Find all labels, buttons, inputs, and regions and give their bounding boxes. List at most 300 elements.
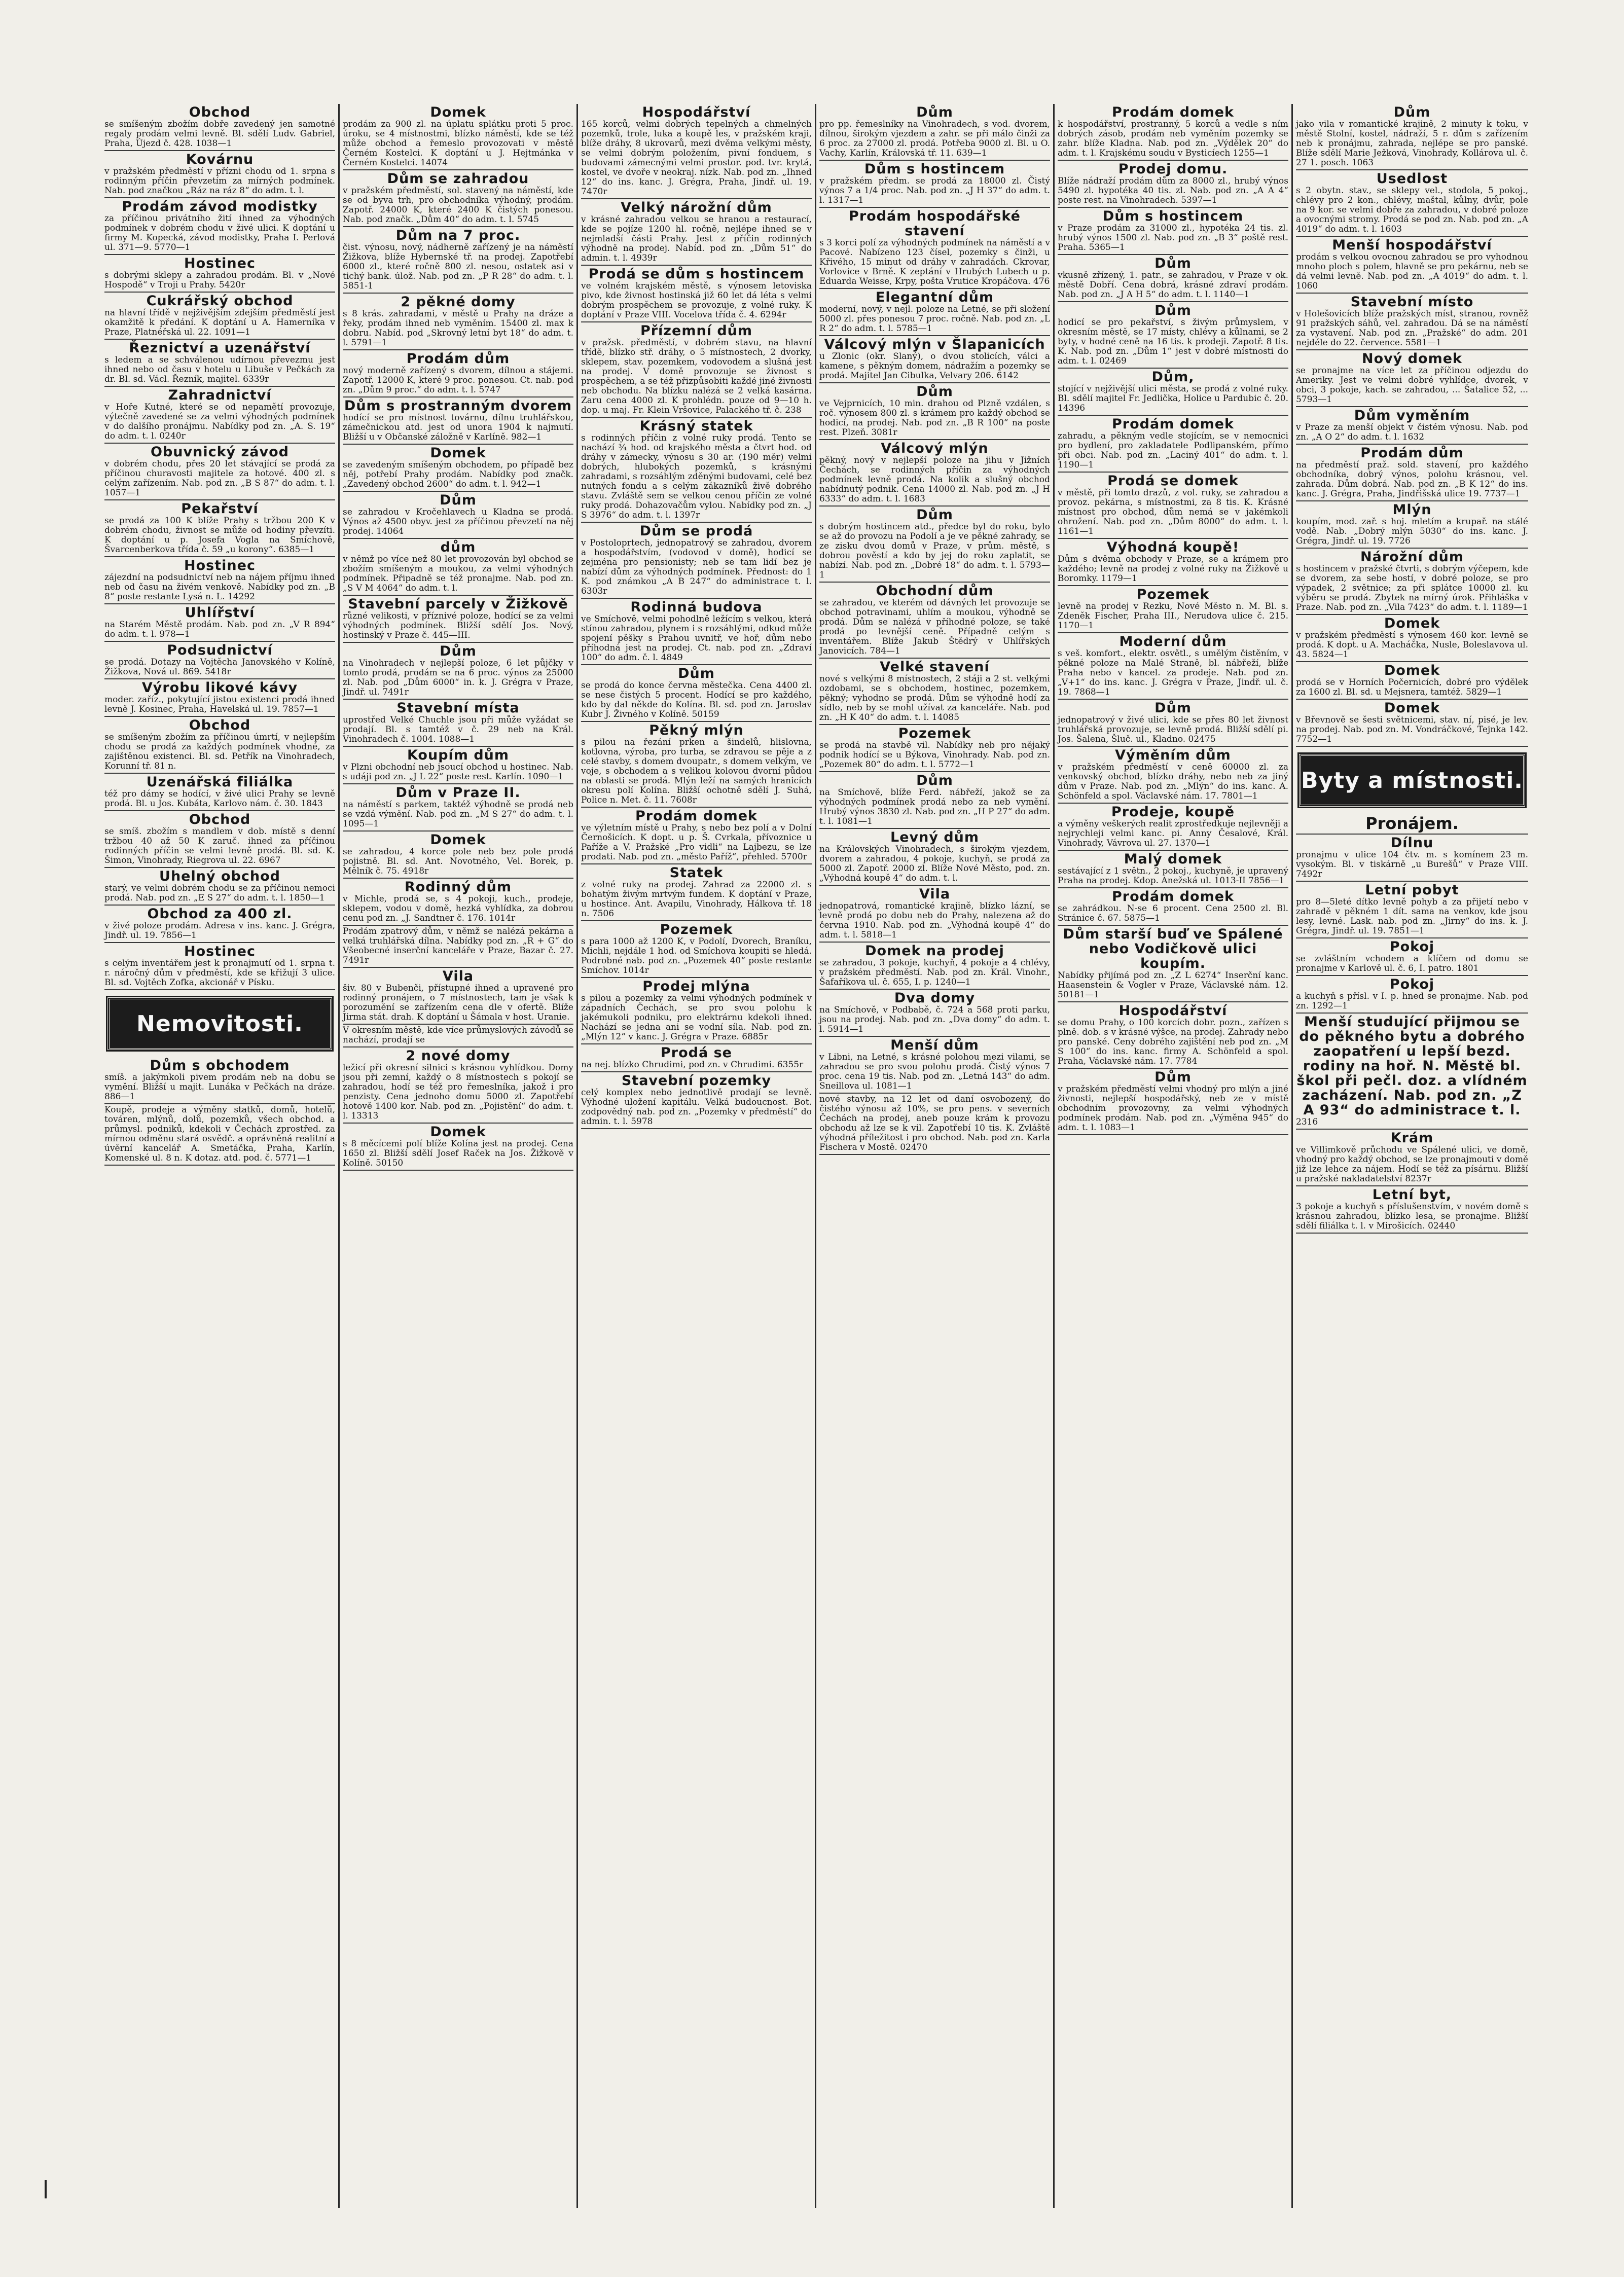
classified-ad	[819, 161, 1050, 208]
ad-title: Domek	[430, 445, 486, 461]
column-2	[340, 104, 578, 2208]
ad-body: nové stavby, na 12 let od daní osvobozený, do čistého výnosu až 10%, se pro pens. v severních Čechách na prodej, aneb pouze krám k provozu obchodu až lze se k vil. Zapotřebí 10 tis. K. Zvláště výhodná příležitost i pro obchod. Nab. pod zn. Karla Fischera v Mostě. 02470	[819, 1094, 1050, 1152]
ad-body: ve Vejprnicích, 10 min. drahou od Plzně vzdálen, s roč. výnosem 800 zl. s krámem pro každý obchod se hodicí, na prodej. Nab. pod zn. „B R 100“ na poste rest. Plzeň. 3081r	[819, 399, 1050, 438]
classified-ad	[581, 921, 812, 978]
ad-title: Uhlířství	[185, 605, 255, 621]
classified-ad	[343, 879, 573, 926]
classified-ad	[104, 340, 335, 387]
ad-body: jednopatrová, romantické krajině, blízko lázní, se levně prodá po dobu neb do Prahy, nalezena až do června 1910. Nab. pod zn. „Výhodná koupě 4“ do adm. t. l. 5818—1	[819, 901, 1050, 940]
ad-title: Pozemek	[898, 726, 971, 741]
classified-ad	[343, 596, 573, 643]
ad-body: prodá se v Horních Počernicích, dobré pro výdělek za 1600 zl. Bl. sd. u Mejsnera, tamtéž. 5829—1	[1296, 677, 1528, 697]
ad-title: Hospodářství	[1118, 1003, 1228, 1019]
classified-ad	[343, 968, 573, 1025]
ad-body: na Královských Vinohradech, s širokým vjezdem, dvorem a zahradou, 4 pokoje, kuchyň, se prodá za 5000 zl. Zapotř. 2000 zl. Blíže Nové Město, pod. zn. „Výhodná koupě 4“ do adm. t. l.	[819, 844, 1050, 883]
ad-body: v němž po více než 80 let provozován byl obchod se zbožím smíšeným a moukou, za velmi výhodných podmínek. Připadně se též pronajme. Nab. pod zn. „S V M 4064“ do adm. t. l.	[343, 554, 573, 593]
ad-body: 3 pokoje a kuchyň s příslušenstvím, v novém domě s krásnou zahradou, blízko lesa, se pronajme. Bližší sdělí filiálka t. l. v Mirošicích. 02440	[1296, 1202, 1528, 1231]
classified-ad	[581, 322, 812, 418]
ad-title: Zahradnictví	[168, 387, 272, 403]
classified-ad	[1058, 633, 1288, 700]
classified-ad	[343, 926, 573, 968]
ad-title: Dům se zahradou	[387, 171, 529, 187]
ad-title: Stavební místo	[1350, 294, 1474, 310]
ad-body: se zahradou v Kročehlavech u Kladna se prodá. Výnos až 4500 obyv. jest za příčinou převzetí na něj prodej. 14064	[343, 507, 573, 536]
ad-title: Hostinec	[184, 558, 256, 573]
ad-title: Přízemní dům	[640, 323, 753, 339]
classified-ad	[104, 151, 335, 198]
ad-body: ve Villimkově průchodu ve Spálené ulici, ve domě, vhodný pro každý obchod, se lze pronajmouti v domě již lze lehce za nájem. Hodí se též za písárnu. Bližší u pražské nakladatelství 8237r	[1296, 1145, 1528, 1184]
classified-ad	[1058, 161, 1288, 208]
ad-body: uprostřed Velké Chuchle jsou při může vyžádat se prodají. Bl. s tamtéž v č. 29 neb na Král. Vinohradech č. 1004. 1088—1	[343, 715, 573, 744]
ad-body: pěkný, nový v nejlepší poloze na jihu v Jižních Čechách, se rodinných příčin za výhodných podmínek levně prodá. Na kolik a slušný obchod nabídnutý podnik. Cena 14000 zl. Nab. pod zn. „J H 6333“ do adm. t. l. 1683	[819, 455, 1050, 504]
classified-ad	[1296, 104, 1528, 170]
ad-title: dům	[440, 539, 476, 555]
ad-body: Koupě, prodeje a výměny statků, domů, hotelů, továren, mlýnů, dolů, pozemků, všech obchod. a průmysl. podniků, kdekoli v Čechách zprostřed. za mírnou odměnu stará osvědč. a oprávněná realitní a úvěrní kancelář A. Smetáčka, Praha, Karlín, Komenské ul. 8 n. K dotaz. atd. pod. č. 5771—1	[104, 1105, 335, 1163]
ad-body: prodám za 900 zl. na úplatu splátku proti 5 proc. úroku, se 4 místnostmi, blízko náměstí, kde se též může obchod a řemeslo provozovati v městě Černém Kostelci. K doptání u J. Hejtmánka v Černém Kostelci. 14074	[343, 119, 573, 168]
ad-title: Velké stavení	[880, 659, 990, 675]
ad-title: Hostinec	[184, 256, 256, 271]
ad-title: Válcový mlýn	[881, 441, 989, 456]
ad-title: Moderní dům	[1119, 634, 1227, 649]
ad-body: v pražském předměstí, sol. stavený na náměstí, kde se od byva trh, pro obchodníka výhodný, prodám. Zapotř. 24000 K, které 2400 K čistých ponesou. Nab. pod značk. „Dům 40“ do adm. t. l. 5745	[343, 186, 573, 225]
classified-ad	[343, 700, 573, 747]
ad-title: Výměním dům	[1115, 747, 1231, 763]
ad-title: Dům starší buď ve Spálené nebo Vodičkově ulici koupím.	[1063, 926, 1283, 971]
ad-title: Prodám dům	[1360, 445, 1464, 461]
classified-ad	[1058, 926, 1288, 1002]
ad-title: Dům	[916, 384, 953, 400]
ad-body: na nej. blízko Chrudimi, pod zn. v Chrudimi. 6355r	[581, 1060, 804, 1070]
ad-body: se pronajme na více let za příčinou odjezdu do Ameriky. Jest ve velmi dobré vyhlídce, dvorek, v obci, 3 pokoje, kach. se zahradou, ... Šatalice 52, ... 5793—1	[1296, 366, 1528, 405]
ad-body: Blíže nádraží prodám dům za 8000 zl., hrubý výnos 5490 zl. hypotéka 40 tis. zl. Nab. pod zn. „A A 4“ poste rest. na Vinohradech. 5397—1	[1058, 176, 1288, 205]
classified-ad	[581, 1044, 812, 1072]
classified-ad	[343, 539, 573, 596]
classified-ad	[819, 440, 1050, 507]
ad-title: Velký nárožní dům	[621, 200, 772, 215]
ad-title: Prodám závod modistky	[122, 199, 318, 214]
ad-body: v městě, při tomto drazů, z vol. ruky, se zahradou a provoz. pekárna, s místnostmi, za 8 tis. K. Krásné místnost pro obchod, dům nemá se v jakémkoli ohrožení. Nab. pod zn. „Dům 8000“ do adm. t. l. 1161—1	[1058, 488, 1288, 536]
ad-body: se zahrádkou. N-se 6 procent. Cena 2500 zl. Bl. Stránice č. 67. 5875—1	[1058, 903, 1288, 923]
classified-ad	[104, 774, 335, 811]
classified-ad	[343, 294, 573, 350]
ad-body: s celým inventářem jest k pronajmutí od 1. srpna t. r. náročný dům v předměstí, kde se křižují 3 ulice. Bl. sd. Vojtěch Zofka, akcionář v Písku.	[104, 958, 335, 988]
classified-ad	[1296, 1130, 1528, 1186]
ad-title: Dům	[440, 492, 477, 508]
classified-ad	[581, 523, 812, 599]
ad-title: Dům vyměním	[1354, 408, 1470, 423]
classified-ad	[1058, 888, 1288, 926]
classified-ad	[343, 747, 573, 784]
classified-ad	[1296, 700, 1528, 747]
ad-body: v krásné zahradou velkou se hranou a restaurací, kde se pojíze 1200 hl. ročně, nejlépe ihned se v nejmladší části Prahy. Jest z příčin rodinných výhodně na prodej. Nabíd. pod zn. „Dům 51“ do admin. t. l. 4939r	[581, 214, 812, 263]
classified-ad	[819, 208, 1050, 289]
classified-ad	[104, 255, 335, 293]
classified-ad	[104, 1057, 335, 1104]
ad-title: Podsudnictví	[167, 642, 273, 658]
classified-ad	[581, 418, 812, 523]
classified-ad	[819, 1094, 1050, 1155]
classified-ad	[104, 906, 335, 943]
classified-ad	[1058, 473, 1288, 539]
classified-ad	[1296, 882, 1528, 938]
ad-title: Výhodná koupě!	[1106, 539, 1240, 555]
ad-body: 2316	[1296, 1117, 1318, 1127]
section-banner: Byty a místnosti.	[1299, 754, 1525, 807]
ad-body: 165 korců, velmi dobrých tepelných a chmelných pozemků, trole, luka a koupě les, v pražském kraji, blíže dráhy, 8 ukrovarů, mezi dvěma velkými městy, se velmi dobrým položením, pivní fonduem, s budovami zámecnými velmi prostor. pod. tvr. krytá, kostel, ve dvoře v neokraj. nízk. Nab. pod zn. „Ihned 12“ do ins. kanc. J. Grégra, Praha, Jindř. ul. 19. 7470r	[581, 119, 812, 197]
ad-title: Dům s obchodem	[150, 1058, 290, 1073]
ad-title: Prodám hospodářské stavení	[849, 208, 1021, 239]
classified-ad	[1058, 369, 1288, 416]
classified-ad	[104, 198, 335, 255]
margin-mark	[45, 2180, 47, 2198]
ad-body: se domu Prahy, o 100 korcích dobr. pozn., zařízen s plně. dob. s v krásné výšce, na prodej. Zahrady nebo pro panské. Ceny dobrého zajištění neb pod zn. „M S 100“ do ins. kanc. firmy A. Schönfeld a spol. Praha, Václavské nám. 17. 7784	[1058, 1018, 1288, 1066]
ad-title: Domek	[1384, 700, 1440, 716]
ad-body: s 8 měcícemi polí blíže Kolína jest na prodej. Cena 1650 zl. Bližší sdělí Josef Raček na Jos. Žižkově v Kolíně. 50150	[343, 1139, 573, 1168]
ad-title: Vila	[919, 886, 951, 902]
ad-body: v Břevnově se šesti světnicemi, stav. ní, pisé, je lev. na prodej. Nab. pod zn. M. Vondráčkové, Tejnka 142. 7752—1	[1296, 715, 1528, 744]
classified-ad	[1296, 1186, 1528, 1234]
classified-ad	[1296, 501, 1528, 549]
ad-body: za příčinou privátního žití ihned za výhodných podmínek v dobrém chodu v živé ulici. K doptání u firmy M. Kopecká, závod modistky, Praha I. Perlová ul. 371—9. 5770—1	[104, 213, 335, 252]
ad-body: v Praze za menší objekt v čistém výnosu. Nab. pod zn. „A O 2“ do adm. t. l. 1632	[1296, 422, 1528, 442]
classified-ad	[1296, 294, 1528, 350]
classified-ad	[1296, 170, 1528, 237]
ad-title: Dům s prostranným dvorem	[344, 398, 572, 414]
classified-ad	[1296, 662, 1528, 700]
ad-title: Dům,	[1151, 369, 1195, 385]
classified-ad	[819, 583, 1050, 659]
column-4	[816, 104, 1055, 2208]
ad-title: Malý domek	[1124, 851, 1222, 867]
ad-body: v Plzni obchodní neb jsoucí obchod u hostinec. Nab. s udáji pod zn. „J L 22“ poste rest. Karlín. 1090—1	[343, 762, 573, 782]
classified-ad	[1058, 539, 1288, 586]
classified-ad	[1296, 938, 1528, 976]
ad-title: 2 pěkné domy	[401, 294, 516, 310]
ad-title: Rodinná budova	[630, 599, 763, 615]
ad-body: celý komplex nebo jednotlivě prodají se levně. Výhodné uložení kapitálu. Velká budoucnost. Bot. zodpovědný nab. pod zn. „Pozemky v předměstí“ do admin. t. l. 5978	[581, 1088, 812, 1127]
ad-body: Prodám zpatrový dům, v němž se nalézá pekárna a velká truhlářská dílna. Nabídky pod zn. „R + G“ do Všeobecné inserční kanceláře v Praze, Bazar č. 27. 7491r	[343, 926, 573, 965]
ad-title: Prodej domu.	[1118, 161, 1228, 177]
classified-ad	[343, 492, 573, 539]
ad-title: Dům	[1154, 1069, 1192, 1085]
ad-body: k hospodářství, prostranný, 5 korců a vedle s ním dobrých zásob, prodám neb vyměním pozemky se zahr. blíže Kladna. Nab. pod zn. „Výdělek 20“ do adm. t. l. Krajskému soudu v Bysticíech 1255—1	[1058, 119, 1288, 158]
ad-title: Dům na 7 proc.	[395, 228, 521, 243]
classified-ad	[1058, 700, 1288, 747]
ad-body: ve Smíchově, velmi pohodlně ležícím s velkou, která stínou zahradou, plynem i s rozsáhlými, odkud může spojení pěšky s Prahou uvnitř, ve hoř, dům nebo příhodná jest na prodej. Ct. nab. pod zn. „Zdraví 100“ do adm. č. l. 4849	[581, 614, 812, 663]
ad-body: s ledem a se schválenou udírnou převezmu jest ihned nebo od času v hotelu u Libuše v Pečkách za dr. Bl. sd. Václ. Řezník, majitel. 6339r	[104, 355, 335, 384]
classified-ad	[343, 445, 573, 492]
ad-body: v pražském předměstí v přízni chodu od 1. srpna s rodinným příčin převzetím za mírných podmínek. Nab. pod značkou „Ráz na ráz 8“ do adm. t. l.	[104, 166, 335, 196]
classified-ad	[1058, 747, 1288, 804]
classified-ad	[104, 717, 335, 774]
classified-ad	[819, 772, 1050, 829]
ad-title: Stavební pozemky	[621, 1073, 772, 1089]
classified-ad	[104, 444, 335, 500]
ad-body: s pilou a pozemky za velmi výhodných podmínek v západních Čechách, se pro svou polohu k jakémukoli podniku, pro elektrárnu kdekoli ihned. Nachází se jedna ani se vodní síla. Nab. pod zn. „Mlýn 12“ v kanc. J. Grégra v Praze. 6885r	[581, 993, 812, 1042]
classified-ad	[1058, 851, 1288, 888]
ad-title: Uzenářská filiálka	[146, 774, 294, 790]
ad-body: ve volném krajském městě, s výnosem letoviska pivo, kde živnost hostinská již 60 let dá léta s velmi dobrým prospěchem se provozuje, z volné ruky. K doptání v Praze VIII. Vocelova třída č. 4. 6294r	[581, 281, 812, 320]
classified-ad	[1296, 445, 1528, 501]
classified-ad	[104, 500, 335, 557]
ad-body: hodicí se pro pekařství, s živým průmyslem, v okresním městě, se 17 místy, chlévy a kůlnami, se 2 byty, v hodné ceně na 16 tis. k prodeji. Zapotř. 8 tis. K. Nab. pod zn. „Dům 1“ jest v dobré místnosti do adm. t. l. 02469	[1058, 317, 1288, 366]
ad-title: Řeznictví a uzenářství	[129, 340, 311, 356]
ad-title: Prodá se	[661, 1045, 732, 1061]
ad-body: v Hoře Kutné, které se od nepamětí provozuje, výtečně zavedené se za velmi výhodných podmínek v do dalšího pronájmu. Nabídky pod zn. „A. S. 19“ do adm. t. l. 0240r	[104, 402, 335, 441]
ad-title: Koupím dům	[407, 747, 510, 763]
ad-body: pro pp. řemeslníky na Vinohradech, s vod. dvorem, dílnou, širokým vjezdem a zahr. se při málo činži za 6 proc. za 27000 zl. prodá. Potřeba 9000 zl. Bl. u O. Vachy, Karlín, Královská tř. 11. 639—1	[819, 119, 1050, 158]
column-3	[578, 104, 816, 2208]
classified-ad	[104, 943, 335, 990]
classified-ad	[343, 397, 573, 445]
ad-body: čist. výnosu, nový, nádherně zařízený je na náměstí Žižkova, blíže Hybernské tř. na prodej. Zapotřebí 6000 zl., které ročně 800 zl. nesou, ostatek asi v tichý bank. úlož. Nab. pod zn. „P R 28“ do adm. t. l. 5851-1	[343, 242, 573, 291]
ad-body: v pražském předměstí velmi vhodný pro mlýn a jiné živnosti, nejlepší hospodářský, neb ze v místě obchodním provozovny, za velmi výhodných podmínek prodám. Nab. pod zn. „Výměna 945“ do adm. t. l. 1083—1	[1058, 1084, 1288, 1133]
ad-title: Domek	[430, 104, 486, 120]
ad-title: Dva domy	[894, 990, 976, 1006]
ad-title: Dům	[1154, 700, 1192, 716]
ad-body: Nabídky přijímá pod zn. „Z L 6274“ Inserční kanc. Haasenstein & Vogler v Praze, Václavské nám. 12. 50181—1	[1058, 970, 1288, 1000]
ad-title: Pozemek	[660, 922, 733, 937]
ad-body: a kuchyň s přísl. v I. p. hned se pronajme. Nab. pod zn. 1292—1	[1296, 991, 1528, 1011]
ad-body: smíš. a jakýmkoli pivem prodám neb na dobu se vymění. Bližší u majit. Lunáka v Pečkách na dráze. 886—1	[104, 1072, 335, 1102]
classified-ad	[581, 665, 812, 722]
ad-body: s rodinných příčin z volné ruky prodá. Tento se nachází ¾ hod. od krajského města a čtvrt hod. od dráhy v zámecky, výnosu s 30 ar. (190 měr) velmi dobrých, hlubokých pozemků, s krásnými zahradami, s rozsáhlým zděnými budovami, celé bez nutných fondu a s celým zákazníků živě dobrého stavu. Zvláště sem se velkou cenou příčin ze volné ruky prodá. Dohazovačům vylou. Nabídky pod zn. „J S 3976“ do adm. t. l. 1397r	[581, 433, 812, 520]
ad-title: Prodám dům	[406, 351, 510, 367]
ad-body: s dobrými sklepy a zahradou prodám. Bl. v „Nové Hospodě“ v Troji u Prahy. 5420r	[104, 270, 335, 290]
ad-body: na Smíchově, v Podbabě, č. 724 a 568 proti parku, jsou na prodej. Nab. pod zn. „Dva domy“ do adm. t. l. 5914—1	[819, 1005, 1050, 1034]
ad-body: se zahradou, 3 pokoje, kuchyň, 4 pokoje a 4 chlévy, v pražském předměstí. Nab. pod zn. Král. Vinohr., Šafaříkova ul. č. 655, I. p. 1240—1	[819, 958, 1050, 987]
ad-body: se zvláštním vchodem a klíčem od domu se pronajme v Karlově ul. č. 6, I. patro. 1801	[1296, 954, 1528, 973]
ad-body: se zavedeným smíšeným obchodem, po případě bez něj, potřebí Prahy prodám. Nabídky pod značk. „Zavedený obchod 2600“ do adm. t. l. 942—1	[343, 460, 573, 489]
ad-body: sestávající z 1 světn., 2 pokoj., kuchyně, je upravený Praha na prodej. Kdop. Anežská ul. 1013-II 7856—1	[1058, 866, 1288, 886]
ad-title: Obchod	[189, 104, 251, 120]
classified-ad	[1058, 208, 1288, 255]
ad-title: Rodinný dům	[404, 879, 512, 895]
classified-ad	[343, 227, 573, 294]
classified-ad	[1296, 835, 1528, 882]
ad-body: se smíšeným zbožím za příčinou úmrtí, v nejlepším chodu se prodá za každých podmínek vhodné, za zajištěnou existenci. Bl. sd. Petřík na Vinohradech, Korunní tř. 81 n.	[104, 732, 335, 771]
column-5	[1055, 104, 1293, 2208]
ad-body: s 8 krás. zahradami, v městě u Prahy na dráze a řeky, prodám ihned neb vyměním. 15400 zl. max k dobru. Nabíd. pod „Skrovný letní byt 18“ do adm. t. l. 5791—1	[343, 309, 573, 348]
classified-ad	[1296, 1014, 1528, 1130]
ad-body: na předměstí praž. sold. stavení, pro každého obchodníka, dobrý výnos, polohu krásnou, vel. zahrada. Dům dobrá. Nab. pod zn. „B K 12“ do ins. kanc. J. Grégra, Praha, Jindřišská ulice 19. 7737—1	[1296, 460, 1528, 499]
classified-ad	[104, 868, 335, 906]
ad-body: v pražském předměstí v ceně 60000 zl. za venkovský obchod, blízko dráhy, nebo neb za jiný dům v Praze. Nab. pod zn. „Mlýn“ do ins. kanc. A. Schönfeld a spol. Václavské nám. 17. 7801—1	[1058, 762, 1288, 801]
classified-ad	[1296, 407, 1528, 445]
classified-ad	[1058, 586, 1288, 633]
classified-ad	[343, 643, 573, 700]
classified-ad	[343, 1124, 573, 1171]
ad-body: vkusně zřízený, 1. patr., se zahradou, v Praze v ok. městě Dobří. Cena dobrá, krásné zdraví prodám. Nab. pod zn. „J A H 5“ do adm. t. l. 1140—1	[1058, 270, 1288, 300]
ad-title: Stavební parcely v Žižkově	[348, 596, 568, 612]
ad-title: Mlýn	[1392, 502, 1432, 518]
ad-title: Dům v Praze II.	[395, 785, 521, 801]
classified-ad	[819, 943, 1050, 990]
ad-title: Výrobu likové kávy	[141, 680, 298, 696]
ad-title: Usedlost	[1376, 171, 1448, 187]
classified-ad	[819, 659, 1050, 725]
classified-ad	[1296, 549, 1528, 615]
ad-title: Obuvnický závod	[151, 444, 289, 460]
classified-ad	[343, 832, 573, 879]
ad-title: Dům	[1154, 256, 1192, 271]
ad-body: u Zlonic (okr. Slaný), o dvou stolicích, válci a kamene, s pěkným domem, nádražím a pozemky se prodá. Majitel Jan Cibulka, Velvary 206. 6142	[819, 351, 1050, 381]
ad-body: různé velikosti, v příznivé poloze, hodící se za velmi výhodných podmínek. Bližší sdělí Jos. Nový, hostinský v Praze č. 445—III.	[343, 611, 573, 640]
ad-title: Uhelný obchod	[159, 869, 280, 884]
ad-title: Dům	[678, 666, 715, 681]
ad-body: na Starém Městě prodám. Nab. pod zn. „V R 894“ do adm. t. l. 978—1	[104, 620, 335, 639]
classified-ad	[1296, 615, 1528, 662]
ad-body: se prodá za 100 K blíže Prahy s tržbou 200 K v dobrém chodu, živnost se může od hodiny převzíti. K doptání u p. Josefa Vogla na Smíchově, Švarcenberkova třída č. 59 „u korony“. 6385—1	[104, 516, 335, 555]
ad-title: Dům se prodá	[639, 523, 753, 539]
section-banner: Nemovitosti.	[107, 997, 332, 1050]
ad-body: šiv. 80 v Bubenči, přístupné ihned a upravené pro rodinný pronájem, o 7 místnostech, tam je však k porozumění se zařízením cena dle v ofertě. Blíže Jirma stát. drah. K doptání u Šámala v host. Uranie.	[343, 983, 573, 1022]
ad-title: Obchod	[189, 717, 251, 733]
ad-title: Pěkný mlýn	[649, 722, 744, 738]
ad-body: zahradu, a pěkným vedle stojícím, se v nemocnici pro bydlení, pro zakladatele Podlipanském, přímo při obci. Nab. pod zn. „Laciný 401“ do adm. t. l. 1190—1	[1058, 431, 1288, 470]
ad-body: se zahradou, ve kterém od dávných let provozuje se obchod potravinami, uhlím a moukou, výhodně se prodá. Dům se nalézá v příhodné poloze, se také prodá po levnější ceně. Případně celým s inventářem. Blíže Jakub Štědrý v Uhlířských Janovicích. 784—1	[819, 598, 1050, 656]
classified-ad	[104, 642, 335, 679]
ad-body: v Holešovicích blíže pražských míst, stranou, rovněž 91 pražských sáhů, vel. zahradou. Dá se na náměstí za vystavení. Nab. pod zn. „Pražské“ do adm. 201 nejdéle do 22. července. 5581—1	[1296, 309, 1528, 348]
classified-ad	[819, 990, 1050, 1037]
ad-title: Menší dům	[890, 1037, 979, 1053]
ad-body: na Vinohradech v nejlepší poloze, 6 let půjčky v tomto prodá, prodám se na 6 proc. výnos za 25000 zl. Nab. pod „Dům 6000“ in. k. J. Grégra v Praze, Jindř. ul. 7491r	[343, 658, 573, 697]
classified-ad	[819, 886, 1050, 943]
classified-ad	[581, 266, 812, 322]
classified-ad	[1296, 237, 1528, 294]
ad-title: Pozemek	[1136, 587, 1210, 602]
classified-ad	[819, 336, 1050, 383]
classified-ad	[581, 864, 812, 921]
ad-body: v pražsk. předměstí, v dobrém stavu, na hlavní třídě, blízko stř. dráhy, o 5 místnostech, 2 dvorky, sklepem, stav. pozemkem, vodovodem a slušná jest na prodej. V domě provozuje se živnost s prospěchem, a se též přizpůsobiti každé jiné živnosti neb obchodu. Na blízku nalézá se 2 velká kasárna. Zaru cena 4000 zl. K prohlédn. pouze od 9—10 h. dop. u maj. Fr. Klein Vršovice, Palackého tř. č. 238	[581, 338, 812, 415]
ad-body: v Praze prodám za 31000 zl., hypotéka 24 tis. zl. hrubý výnos 1500 zl. Nab. pod zn. „B 3“ poště rest. Praha. 5365—1	[1058, 223, 1288, 252]
ad-title: Domek	[430, 832, 486, 848]
ad-body: s dobrým hostincem atd., předce byl do roku, bylo se až do provozu na Podolí a je ve pěkné zahrady, se ze zisku dvou domů v Praze, v prům. městě, s dobrou pověstí a kdo by jej do roku zaplatit, se nabízí. Nab. pod zn. „Dobré 18“ do adm. t. l. 5793—1	[819, 522, 1050, 580]
ad-body: nový moderně zařízený s dvorem, dílnou a stájemi. Zapotř. 12000 K, které 9 proc. ponesou. Ct. nab. pod zn. „Dům 9 proc.“ do adm. t. l. 5747	[343, 366, 573, 395]
ad-body: se smíš. zbožím s mandlem v dob. místě s denní tržbou 40 až 50 K zaruč. ihned za příčinou rodinných příčin se velmi levně prodá. Bl. sd. K. Šimon, Vinohrady, Riegrova ul. 22. 6967	[104, 826, 335, 865]
ad-title: Domek	[1384, 663, 1440, 678]
ad-body: koupím, mod. zař. s hoj. mletím a krupař. na stálé vodě. Nab. „Dobrý mlýn 5030“ do ins. kanc. J. Grégra, Jindř. ul. 19. 7726	[1296, 517, 1528, 546]
ad-title: Nárožní dům	[1360, 549, 1464, 565]
ad-title: Dům	[440, 643, 477, 659]
classified-ad	[343, 1025, 573, 1047]
ad-body: prodám s velkou ovocnou zahradou se pro vyhodnou mnoho ploch s polem, hlavně se pro pekárnu, neb se dá velmi levně. Nab. pod zn. „A 4019“ do adm. t. l. 1060	[1296, 252, 1528, 291]
ad-body: se prodá. Dotazy na Vojtěcha Janovského v Kolíně, Žižkova, Nová ul. 869. 5418r	[104, 657, 335, 677]
classified-ad	[819, 829, 1050, 886]
ad-title: Nový domek	[1361, 351, 1463, 367]
classified-ad	[1058, 804, 1288, 851]
classified-ad	[1058, 104, 1288, 161]
classified-ad	[1058, 302, 1288, 369]
classified-ad	[819, 289, 1050, 336]
ad-title: Dům	[1154, 303, 1192, 318]
ad-title: Prodeje, koupě	[1111, 804, 1235, 820]
ad-title: Menší studující přijmou se do pěkného bytu a dobrého zaopatření u lepší bezd. rodiny na hoř. N. Městě bl. škol při pečl. doz. a vlídném zacházení. Nab. pod zn. „Z A 93“ do administrace t. l.	[1296, 1014, 1528, 1118]
ad-body: starý, ve velmi dobrém chodu se za příčinou nemoci prodá. Nab. pod zn. „E S 27“ do adm. t. l. 1850—1	[104, 883, 335, 903]
ad-title: Obchod	[189, 812, 251, 827]
ad-title: Prodám domek	[1111, 104, 1234, 120]
classified-ad	[581, 1072, 812, 1129]
classified-ad	[819, 1037, 1050, 1094]
ad-title: Prodám domek	[635, 808, 757, 824]
ad-body: nové s velkými 8 místnostech, 2 stáji a 2 st. velkými ozdobami, se s obchodem, hostinec, pozemkem, pěkný; vyhodno se prodá. Dům se výhodně hodí za sídlo, neb by se mohl užívat za kanceláře. Nab. pod zn. „H K 40“ do adm. t. l. 14085	[819, 674, 1050, 722]
classified-ad	[343, 170, 573, 227]
classified-ad	[343, 104, 573, 170]
ad-title: Krásný statek	[639, 418, 753, 434]
ad-title: Prodej mlýna	[642, 979, 750, 994]
ad-title: Pokoj	[1389, 939, 1435, 955]
ad-body: v Libni, na Letné, s krásné polohou mezi vilami, se zahradou se pro svou polohu prodá. Čistý výnos 7 proc. cena 19 tis. Nab. pod zn. „Letná 143“ do adm. Sneillova ul. 1081—1	[819, 1052, 1050, 1091]
ad-body: z volné ruky na prodej. Zahrad za 22000 zl. s bohatým živým mrtvým fundem. K doptání v Praze, u hostince. Ant. Avapilu, Vinohrady, Hálkova tř. 18 n. 7506	[581, 880, 812, 919]
ad-body: s 2 obytn. stav., se sklepy vel., stodola, 5 pokoj., chlévy pro 2 kon., chlévy, maštal, kůlny, dvůr, pole na 9 kor. se velmi dobře za zahradou, v dobré poloze a ovocnými stromy. Prodá se pod zn. Nab. pod zn. „A 4019“ do adm. t. l. 1603	[1296, 186, 1528, 234]
ad-body: v Postoloprtech, jednopatrový se zahradou, dvorem a hospodářstvím, (vodovod v domě), hodicí se zejména pro pensionisty; neb se tam lidí bez je nabízí dům za výhodných podmínek. Přednost: do 1 K. pod známkou „A B 247“ do administrace t. l. 6303r	[581, 538, 812, 596]
ad-body: se prodá na stavbě vil. Nabídky neb pro nějaký podnik hodící se u Býkova, Vinohrady. Nab. pod zn. „Pozemek 80“ do adm. t. l. 5772—1	[819, 740, 1050, 770]
classified-ad	[819, 104, 1050, 161]
ad-title: Domek	[430, 1124, 486, 1140]
ad-title: Levný dům	[890, 829, 980, 845]
ad-body: v Michle, prodá se, s 4 pokoji, kuch., prodeje, sklepem, vodou v domě, hezká vyhlídka, za dobrou cenu pod zn. „J. Sandtner č. 176. 1014r	[343, 894, 573, 923]
ad-body: s para 1000 až 1200 K, v Podolí, Dvorech, Braníku, Michli, nejdále 1 hod. od Smíchova koupiti se hledá. Podrobné nab. pod zn. „Pozemek 40“ poste restante Smíchov. 1014r	[581, 936, 812, 975]
ad-body: jednopatrový v živé ulici, kde se přes 80 let živnost truhlářská provozuje, se levně prodá. Bližší sdělí pi. Jos. Šalena, Šluč. ul., Kladno. 02475	[1058, 715, 1288, 744]
classified-ad	[581, 104, 812, 199]
ad-title: Obchodní dům	[876, 583, 994, 599]
ad-title: Letní byt,	[1372, 1187, 1452, 1203]
ad-body: v živé poloze prodám. Adresa v ins. kanc. J. Grégra, Jindř. ul. 19. 7856—1	[104, 921, 335, 941]
ad-title: Dům s hostincem	[864, 161, 1005, 177]
ad-title: Dům	[916, 104, 953, 120]
ad-title: Válcový mlýn v Šlapanicích	[824, 337, 1045, 352]
ad-body: Dům s dvěma obchody v Praze, se a krámem pro každého; levně na prodej z volné ruky na Žižkově u Boromky. 1179—1	[1058, 554, 1288, 584]
classified-ad	[104, 557, 335, 604]
classified-ad	[104, 679, 335, 717]
ad-title: Kovárnu	[186, 152, 254, 167]
ad-title: Stavební místa	[396, 700, 520, 716]
classified-ad	[104, 104, 335, 151]
classified-ad	[104, 1104, 335, 1166]
classified-ad	[819, 507, 1050, 583]
ad-body: se prodá do konce června městečka. Cena 4400 zl. se nese čistých 5 procent. Hodící se pro každého, kdo by dal někde do Kolína. Bl. sd. pod zn. Jaroslav Kubr J. Živného v Kolíně. 50159	[581, 680, 812, 719]
ad-title: Prodám domek	[1111, 889, 1234, 905]
classified-ad	[581, 199, 812, 266]
section-heading: Pronájem.	[1296, 814, 1528, 835]
classified-ad	[581, 722, 812, 808]
ad-title: Menší hospodářství	[1332, 237, 1492, 253]
column-6	[1293, 104, 1531, 2208]
ad-title: Dům	[916, 773, 953, 788]
classified-ad	[104, 604, 335, 642]
classified-ad	[819, 383, 1050, 440]
ad-title: Prodám domek	[1111, 416, 1234, 432]
classified-ad	[104, 387, 335, 444]
ad-body: stojící v nejživější ulici města, se prodá z volné ruky. Bl. sdělí majitel Fr. Jedlička, Holice u Pardubic č. 20. 14396	[1058, 384, 1288, 413]
ad-title: Prodá se dům s hostincem	[588, 266, 805, 282]
ad-body: s pilou na řezání prken a šindelů, hlislovna, kotlovna, výroba, pro turba, se zdravou se pěje a z celé stavby, s domem dvoupatr., s domem velkým, ve voje, s obchodem a s velikou kolovou dvorní půdou na oblasti se prodá. Mlýn leží na samých hranicích okresu polí Kolína. Bližší ochotně sdělí J. Suhá, Police n. Met. č. 11. 7608r	[581, 737, 812, 805]
ad-title: Cukrářský obchod	[146, 293, 294, 309]
ad-title: Dům s hostincem	[1102, 208, 1244, 224]
ad-title: Elegantní dům	[875, 290, 994, 305]
ad-body: též pro dámy se hodící, v živé ulici Prahy se levně prodá. Bl. u Jos. Kubáta, Karlovo nám. č. 30. 1843	[104, 789, 335, 809]
ad-body: se zahradou, 4 korce pole neb bez pole prodá pojistně. Bl. sd. Ant. Novotného, Vel. Borek, p. Mělník č. 75. 4918r	[343, 847, 573, 876]
ad-body: s veš. komfort., elektr. osvětl., s umělým čistěním, v pěkné poloze na Malé Straně, bl. nábřeží, blíže Praha nebo v kancel. za prodeje. Nab. pod zn. „V+1“ do ins. kanc. J. Grégra v Praze, Jindř. ul. č. 19. 7868—1	[1058, 648, 1288, 697]
ad-body: moderní, nový, v nejl. poloze na Letné, se při složení 5000 zl. přes ponesou 7 proc. ročně. Nab. pod zn. „L R 2“ do adm. t. l. 5785—1	[819, 304, 1050, 334]
ad-body: moder. zaříz., pokytující jistou existenci prodá ihned levně J. Kosinec, Praha, Havelská ul. 19. 7857—1	[104, 695, 335, 714]
ad-title: Obchod za 400 zl.	[147, 906, 293, 922]
ad-body: jako vila v romantické krajině, 2 minuty k toku, v městě Stolní, kostel, nádraží, 5 r. dům s zařízením neb k pronájmu, zahrada, nejlépe se pro panské. Blíže sdělí Marie Ježková, Vinohrady, Kollárova ul. č. 27 1. posch. 1063	[1296, 119, 1528, 168]
ad-body: v pražském předm. se prodá za 18000 zl. Čistý výnos 7 a 1/4 proc. Nab. pod zn. „J H 37“ do adm. t. l. 1317—1	[819, 176, 1050, 205]
ad-title: Vila	[442, 968, 474, 984]
classified-ad	[581, 808, 812, 864]
ad-body: levně na prodej v Rezku, Nové Město n. M. Bl. s. Zdeněk Fischer, Praha III., Nerudova ulice č. 215. 1170—1	[1058, 601, 1288, 631]
